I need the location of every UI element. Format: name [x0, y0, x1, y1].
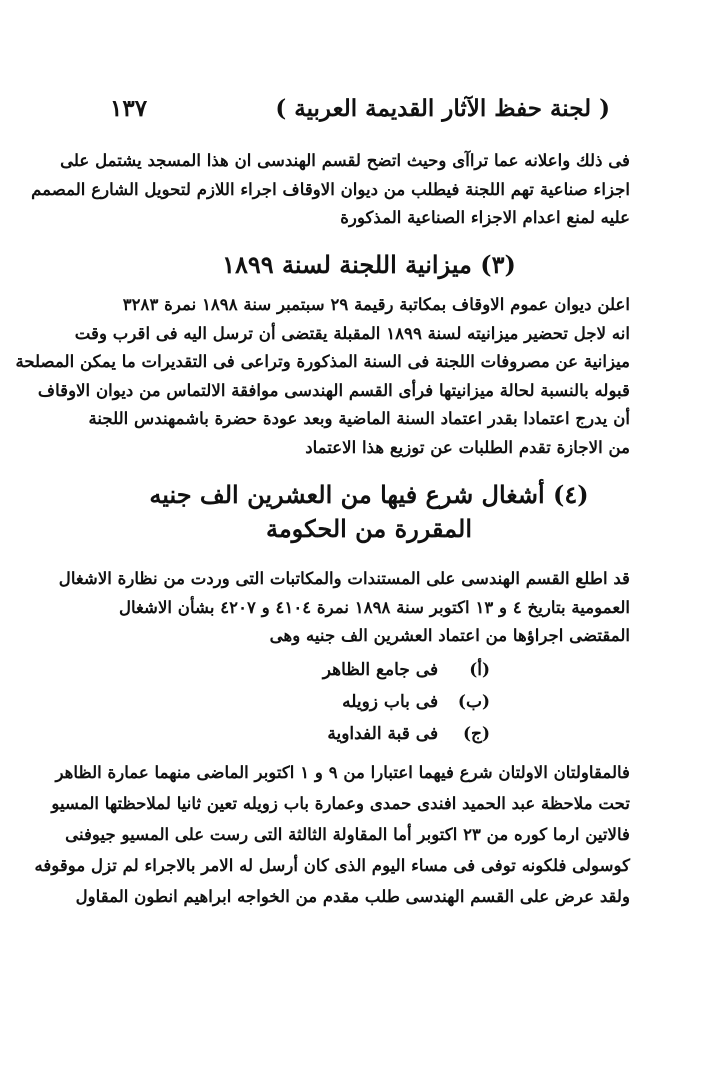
- section-4-paragraph: [58, 564, 630, 650]
- list-item-text: فى باب زويله: [342, 692, 439, 712]
- list-item-text: فى جامع الظاهر: [322, 660, 439, 680]
- list-marker: (ج): [462, 724, 490, 744]
- text-line: انه لاجل تحضير ميزانيته لسنة ١٨٩٩ المقبلة يقتضى أن ترسل اليه فى اقرب وقت: [74, 322, 630, 343]
- text-line: فالمقاولتان الاولتان شرع فيهما اعتبارا من ٩ و ١ اكتوبر الماضى منهما عمارة الظاهر: [55, 762, 630, 782]
- page-header: [110, 88, 610, 128]
- text-line: تحت ملاحظة عبد الحميد افندى حمدى وعمارة باب زويله تعين ثانيا لملاحظتها المسيو: [51, 793, 630, 813]
- text-line: كوسولى فلكونه توفى فى مساء اليوم الذى كان أرسل له الامر بالاجراء لم تزل موقوفه: [34, 855, 630, 875]
- text-line: فى ذلك واعلانه عما تراآى وحيث اتضح لقسم الهندسى ان هذا المسجد يشتمل على: [60, 150, 630, 170]
- section-heading: (٣) ميزانية اللجنة لسنة ١٨٩٩: [222, 250, 516, 279]
- section-heading-line2: المقررة من الحكومة: [265, 514, 473, 543]
- intro-paragraph: [31, 146, 630, 232]
- section-3-heading: [108, 248, 630, 282]
- section-3-paragraph: [15, 290, 630, 461]
- text-line: قبوله بالنسبة لحالة ميزانيتها فرأى القسم الهندسى موافقة الالتماس من ديوان الاوقاف: [37, 379, 630, 400]
- section-4-list: [108, 654, 630, 750]
- page-number: ١٣٧: [110, 94, 148, 122]
- list-marker: (ب): [457, 692, 490, 712]
- list-item: [108, 718, 630, 750]
- text-line: قد اطلع القسم الهندسى على المستندات والمكاتبات التى وردت من نظارة الاشغال: [58, 568, 630, 588]
- text-line: أن يدرج اعتمادا بقدر اعتماد السنة الماضية وبعد عودة حضرة باشمهندس اللجنة: [88, 408, 630, 428]
- list-item-text: فى قبة الفداوية: [327, 724, 439, 744]
- section-heading-line1: (٤) أشغال شرع فيها من العشرين الف جنيه: [149, 480, 589, 509]
- list-marker: (أ): [469, 660, 490, 680]
- running-title: ( لجنة حفظ الآثار القديمة العربية ): [275, 94, 610, 122]
- text-line: ولقد عرض على القسم الهندسى طلب مقدم من الخواجه ابراهيم انطون المقاول: [75, 886, 630, 906]
- text-line: المقتضى اجراؤها من اعتماد العشرين الف جنيه وهى: [269, 625, 630, 645]
- text-line: اعلن ديوان عموم الاوقاف بمكاتبة رقيمة ٢٩ سبتمبر سنة ١٨٩٨ نمرة ٣٢٨٣: [122, 294, 630, 314]
- list-item: [108, 686, 630, 718]
- section-4-heading: [108, 478, 630, 546]
- text-line: عليه لمنع اعدام الاجزاء الصناعية المذكورة: [340, 207, 630, 227]
- text-line: ميزانية عن مصروفات اللجنة فى السنة المذكورة وتراعى فى التقديرات ما يمكن المصلحة: [15, 351, 630, 371]
- text-line: اجزاء صناعية تهم اللجنة فيطلب من ديوان الاوقاف اجراء اللازم لتحويل الشارع المصمم: [31, 178, 630, 199]
- text-line: العمومية بتاريخ ٤ و ١٣ اكتوبر سنة ١٨٩٨ نمرة ٤١٠٤ و ٤٢٠٧ بشأن الاشغال: [118, 596, 630, 617]
- list-item: [108, 654, 630, 686]
- section-4-closing-paragraph: [34, 757, 630, 912]
- text-line: فالاتين ارما كوره من ٢٣ اكتوبر أما المقاولة الثالثة التى رست على المسيو جيوفنى: [65, 824, 630, 844]
- text-line: من الاجازة تقدم الطلبات عن توزيع هذا الاعتماد: [305, 436, 630, 457]
